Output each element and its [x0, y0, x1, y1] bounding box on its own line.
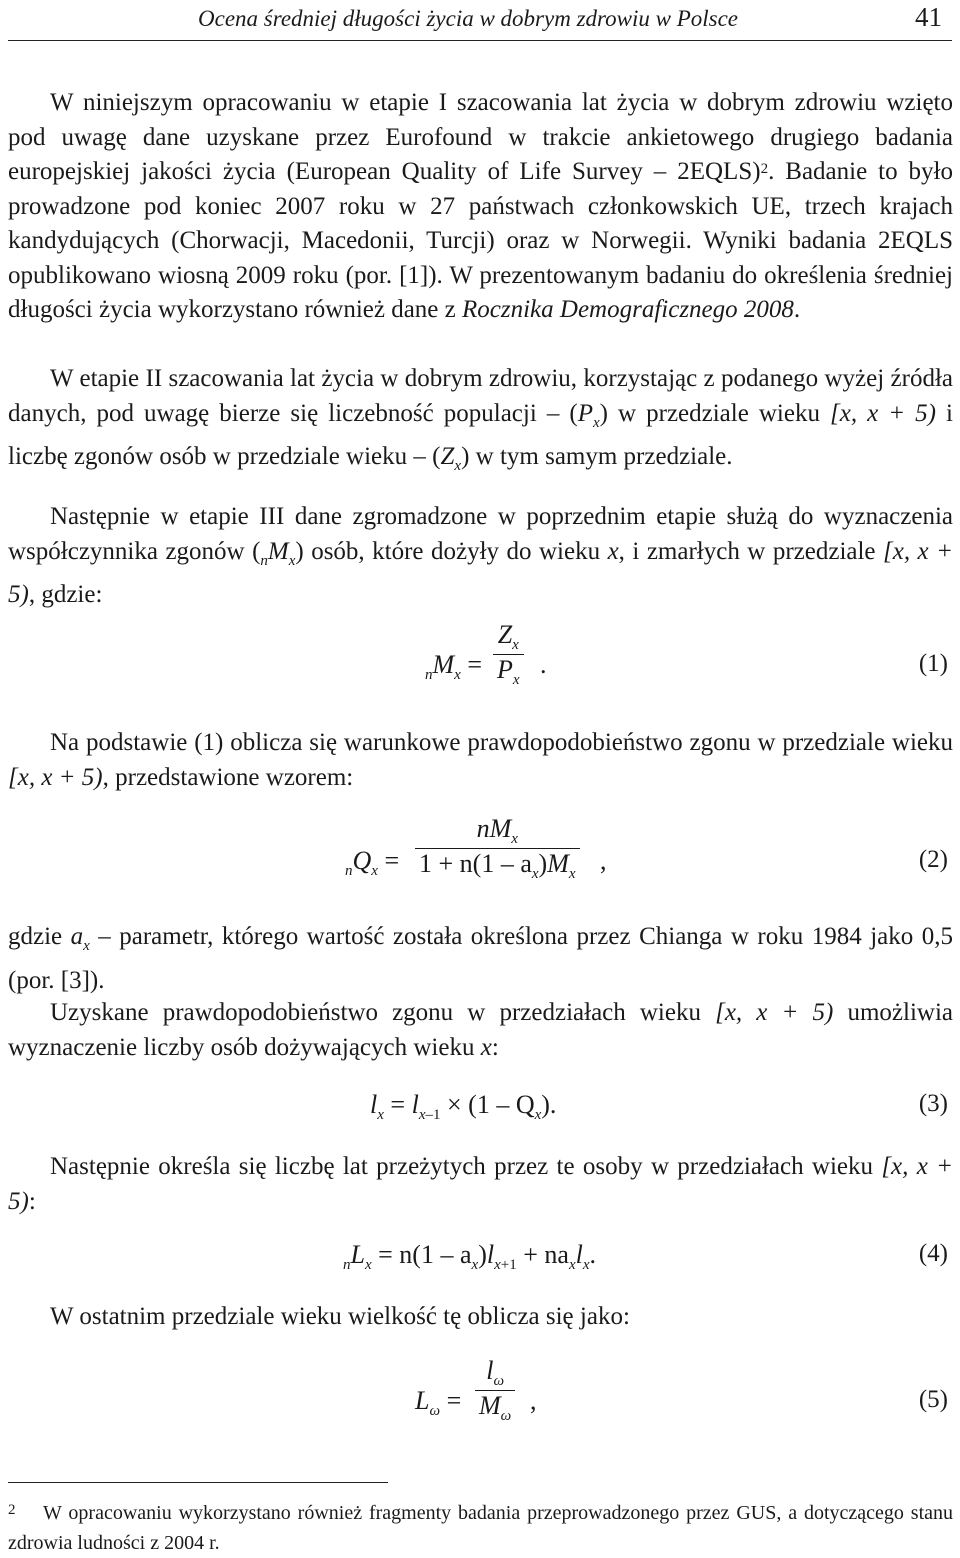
- paragraph-4: Na podstawie (1) oblicza się warunkowe prawdopodobieństwo zgonu w przedziale wieku [x, x + 5), przedstawione wzorem:: [8, 729, 953, 791]
- page-header: [8, 0, 952, 41]
- footnote-rule: [8, 1482, 388, 1483]
- source-title: Rocznika Demograficznego 2008: [462, 296, 794, 323]
- paragraph-1: W niniejszym opracowaniu w etapie I szacowania lat życia w dobrym zdrowiu wzięto pod uwagę dane uzyskane przez Eurofound w trakcie ankietowego drugiego badania europejskiej jakości życia (European Quality of Life Survey – 2EQLS)$^2$. Badanie to było prowadzone pod koniec 2007 roku w 27 państwach członkowskich UE, trzech krajach kandydujących (Chorwacji, Macedonii, Turcji) oraz w Norwegii. Wyniki badania 2EQLS opublikowano wiosną 2009 roku (por. [1]). W prezentowanym badaniu do określenia średniej długości życia wykorzystano również dane z Rocznika Demograficznego 2008.: [8, 89, 953, 323]
- running-head: Ocena średniej długości życia w dobrym zdrowiu w Polsce: [198, 6, 739, 31]
- footnote-ref: 2: [760, 161, 769, 177]
- paragraph-3: Następnie w etapie III dane zgromadzone w poprzednim etapie służą do wyznaczenia współczynnika zgonów $(_nM_x)$ osób, które dożyły do wieku x, i zmarłych w przedziale [x, x + 5), gdzie:: [8, 503, 953, 608]
- paragraph-6: Uzyskane prawdopodobieństwo zgonu w przedziałach wieku [x, x + 5) umożliwia wyznaczenie liczby osób dożywających wieku x:: [8, 999, 954, 1061]
- footnote-mark: 2: [8, 1502, 16, 1518]
- page-number: 41: [915, 2, 942, 32]
- paragraph-8: W ostatnim przedziale wieku wielkość tę oblicza się jako:: [50, 1303, 630, 1330]
- paragraph-7: Następnie określa się liczbę lat przeżytych przez te osoby w przedziałach wieku [x, x + 5):: [8, 1153, 953, 1215]
- paragraph-2: W etapie II szacowania lat życia w dobrym zdrowiu, korzystając z podanego wyżej źródła danych, pod uwagę bierze się liczebność populacji – $(P_x)$ w przedziale wieku [x, x + 5) i liczbę zgonów osób w przedziale wieku – $(Z_x)$ w tym samym przedziale.: [8, 365, 953, 474]
- paragraph-5: gdzie $a_x$ – parametr, którego wartość została określona przez Chianga w roku 1984 jako 0,5 (por. [3]).: [8, 923, 953, 994]
- footnote: $^2$ W opracowaniu wykorzystano również fragmenty badania przeprowadzonego przez GUS, a dotyczącego stanu zdrowia ludności z 2004 r.: [8, 1502, 954, 1554]
